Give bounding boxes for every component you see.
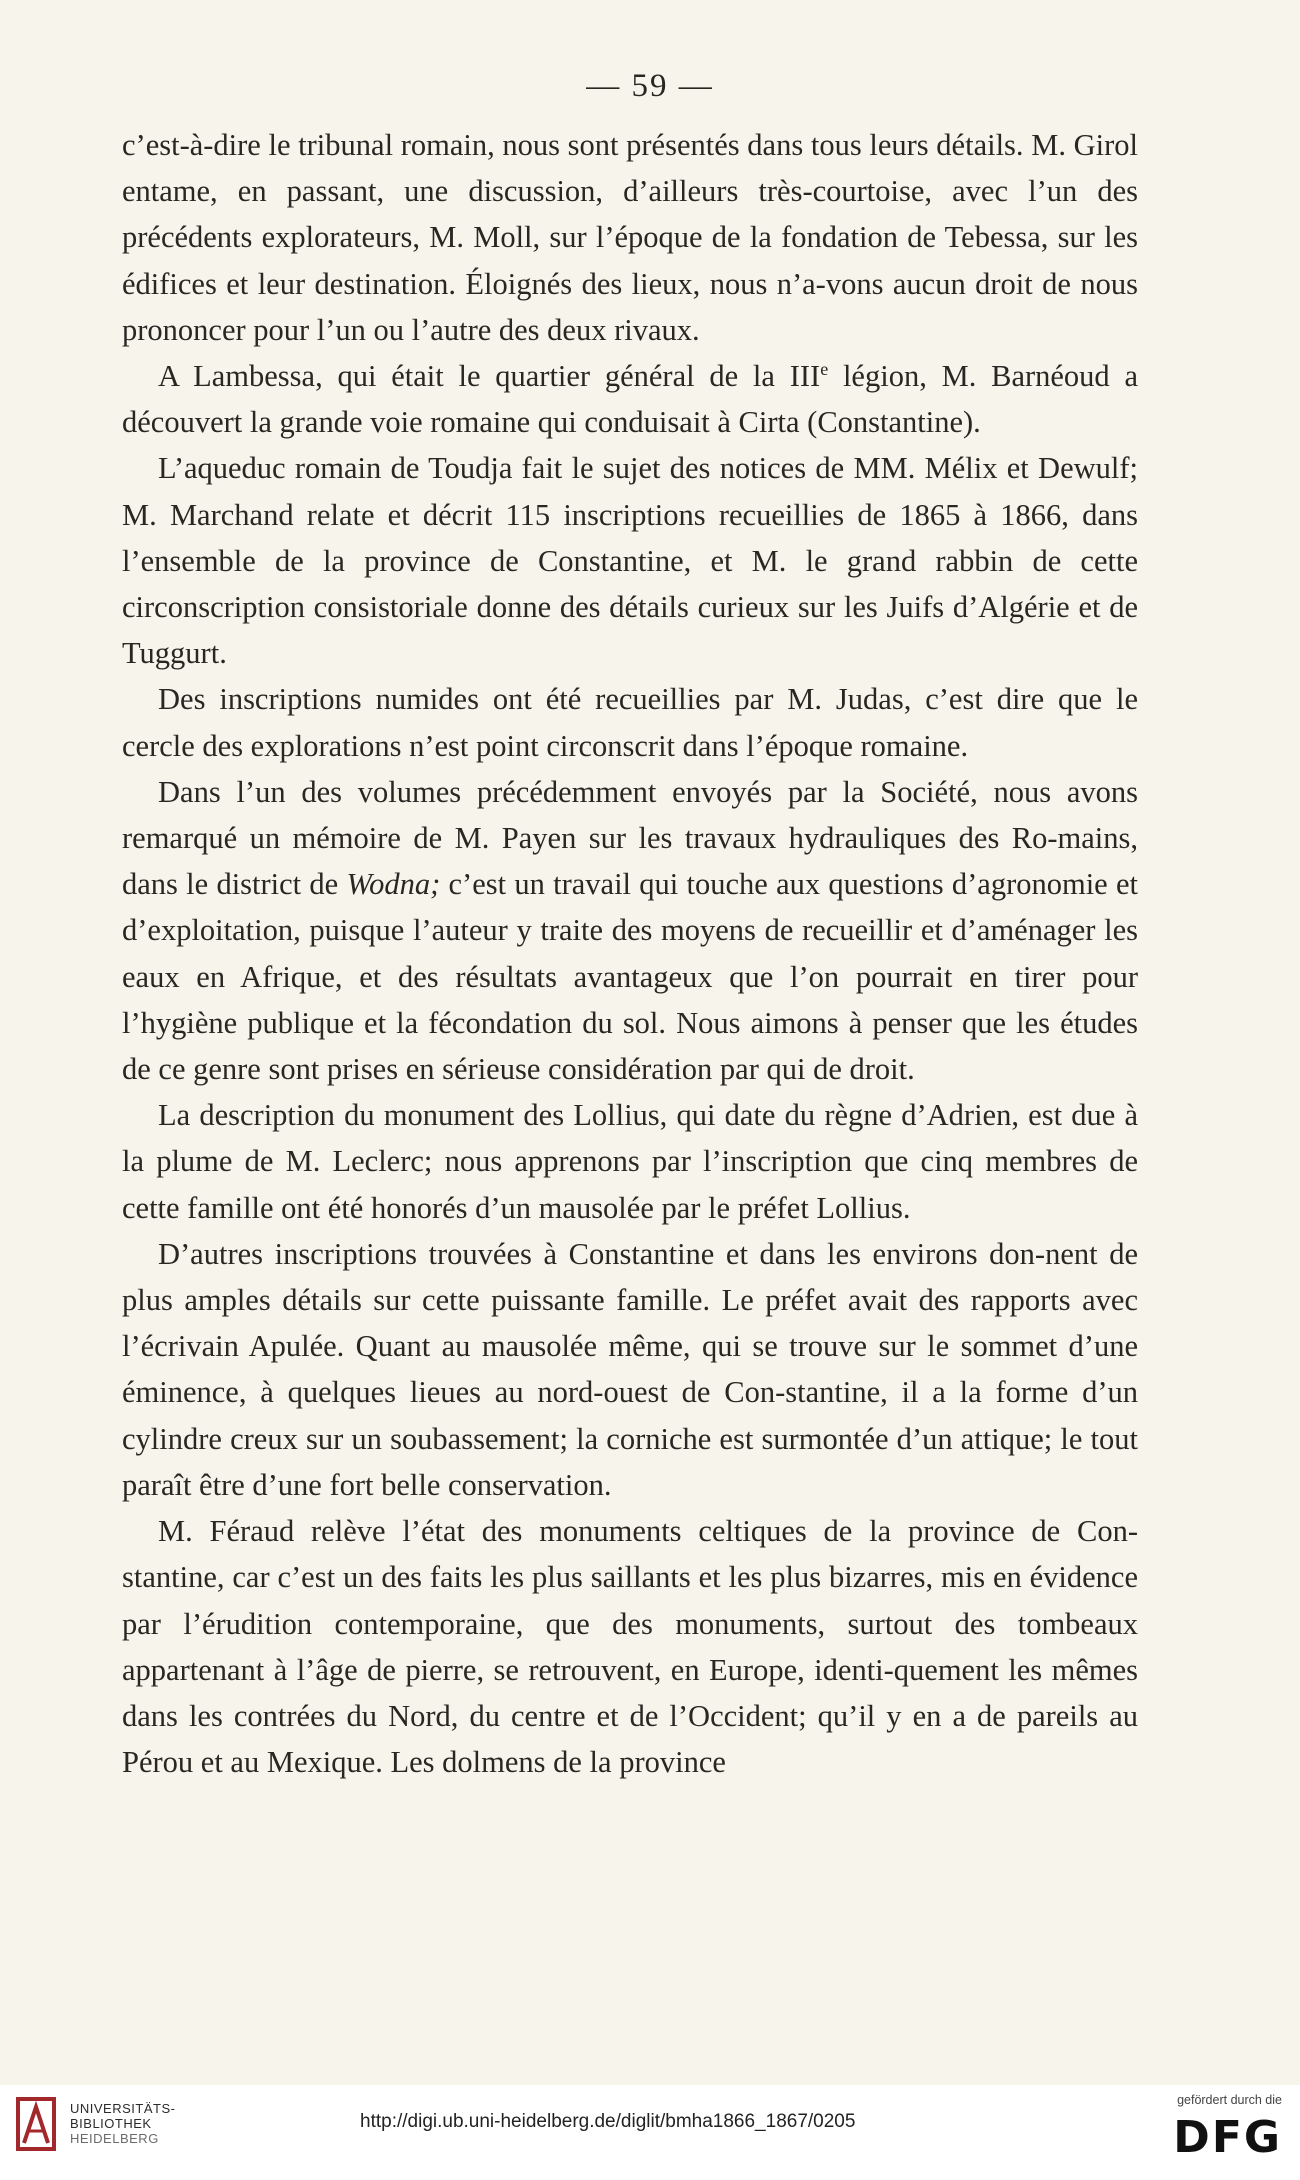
paragraph-2 [122, 353, 1138, 445]
permalink-url[interactable]: http://digi.ub.uni-heidelberg.de/diglit/bmha1866_1867/0205 [360, 2111, 856, 2132]
funder-label: gefördert durch die [1177, 2093, 1282, 2107]
footer-bar [0, 2085, 1300, 2180]
paragraph-4: Des inscriptions numides ont été recueillies par M. Judas, c’est dire que le cercle des explorations n’est point circonscrit dans l’époque romaine. [122, 682, 1138, 763]
paragraph-3: L’aqueduc romain de Toudja fait le sujet des notices de MM. Mélix et Dewulf; M. Marchand relate et décrit 115 inscriptions recueillies de 1865 à 1866, dans l’ensemble de la province de Constantine, et M. le grand rabbin de cette circonscription consistoriale donne des détails curieux sur les Juifs d’Algérie et de Tuggurt. [122, 451, 1138, 671]
paragraph-8: M. Féraud relève l’état des monuments celtiques de la province de Con-stantine, car c’est un des faits les plus saillants et les plus bizarres, mis en évidence par l’érudition contemporaine, que des monuments, surtout des tombeaux appartenant à l’âge de pierre, se retrouvent, en Europe, identi-quement les mêmes dans les contrées du Nord, du centre et de l’Occident; qu’il y en a de pareils au Pérou et au Mexique. Les dolmens de la province [122, 1514, 1138, 1780]
wodna-italic: Wodna; [346, 867, 441, 902]
university-logo-icon [14, 2095, 58, 2153]
paragraph-5-start: Dans l’un des volumes précédemment envoyés par la Société, nous avons remarqué un mémoire de M. Payen sur les travaux hydrauliques des Ro-mains, dans le district de [122, 774, 1138, 902]
lambessa-text-cont: légion, [828, 359, 942, 394]
paragraph-2-rest: M. Barnéoud a découvert la grande voie romaine qui conduisait à Cirta (Constantine). [122, 359, 1138, 440]
paragraph-5 [122, 769, 1138, 1092]
superscript-e: e [820, 358, 829, 379]
institution-name [70, 2101, 175, 2146]
paragraph-7: D’autres inscriptions trouvées à Constantine et dans les environs don-nent de plus amples détails sur cette puissante famille. Le préfet avait des rapports avec l’écrivain Apulée. Quant au mausolée même, qui se trouve sur le sommet d’une éminence, à quelques lieues au nord-ouest de Con-stantine, il a la forme d’un cylindre creux sur un soubassement; la corniche est surmontée d’un attique; le tout paraît être d’une fort belle conservation. [122, 1236, 1138, 1502]
body-text [122, 122, 1138, 1785]
paragraph-6: La description du monument des Lollius, qui date du règne d’Adrien, est due à la plume de M. Leclerc; nous apprenons par l’inscription que cinq membres de cette famille ont été honorés d’un mausolée par le préfet Lollius. [122, 1098, 1138, 1225]
paragraph-1: c’est-à-dire le tribunal romain, nous sont présentés dans tous leurs détails. M. Girol entame, en passant, une discussion, d’ailleurs très-courtoise, avec l’un des précédents explorateurs, M. Moll, sur l’époque de la fondation de Tebessa, sur les édifices et leur destination. Éloignés des lieux, nous n’a-vons aucun droit de nous prononcer pour l’un ou l’autre des deux rivaux. [122, 128, 1138, 347]
lambessa-text: A Lambessa, qui était le quartier général de la III [158, 359, 821, 394]
page-number: — 59 — [586, 68, 714, 104]
institution-line-2: BIBLIOTHEK [70, 2116, 152, 2131]
paragraph-5-end: c’est un travail qui touche aux questions d’agronomie et d’exploitation, puisque l’auteur y traite des moyens de recueillir et d’aménager les eaux en Afrique, et des résultats avantageux que l’on pourrait en tirer pour l’hygiène publique et la fécondation du sol. Nous aimons à penser que les études de ce genre sont prises en sérieuse considération par qui de droit. [122, 867, 1138, 1087]
institution-line-3: HEIDELBERG [70, 2131, 159, 2146]
dfg-logo: DFG [1173, 2112, 1282, 2163]
institution-line-1: UNIVERSITÄTS- [70, 2101, 176, 2116]
